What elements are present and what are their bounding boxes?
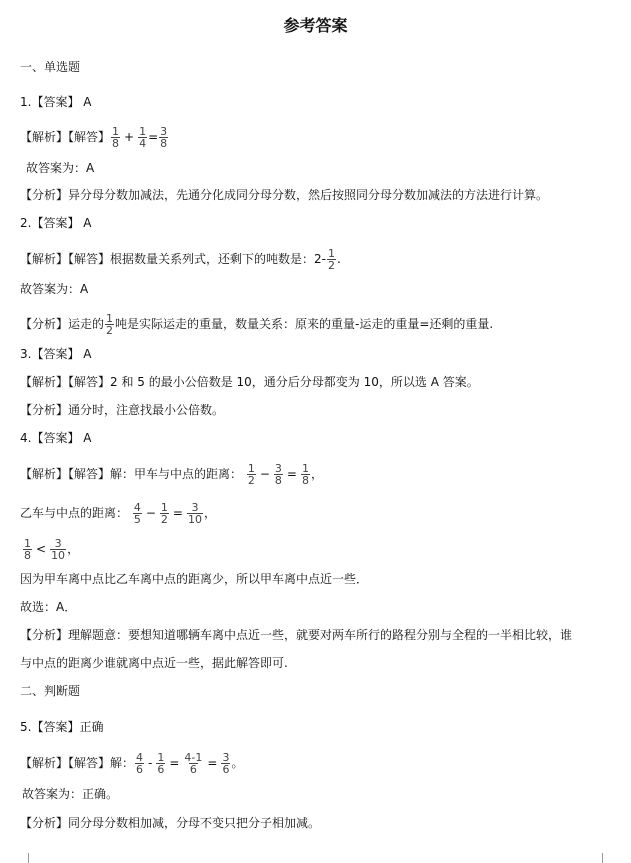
q5-fraction-4: $\frac{3}{6}$ xyxy=(222,751,230,776)
q1-fenxi: 【分析】异分母分数加减法，先通分化成同分母分数，然后按照同分母分数加减法的方法进行计算。 xyxy=(20,188,549,202)
q4-fraction-c1: $\frac{1}{8}$ xyxy=(24,537,31,562)
q5-fraction-1: $\frac{4}{6}$ xyxy=(136,751,144,776)
q4-conclusion: 故选：A． xyxy=(20,600,77,614)
q1-answer: 1.【答案】 A xyxy=(20,95,92,109)
page-corner-mark-left xyxy=(18,853,29,863)
q3-answer: 3.【答案】 A xyxy=(20,347,92,361)
q2-fraction: $\frac{1}{2}$ xyxy=(327,247,335,272)
q2-fenxi: 【分析】运走的 $\frac{1}{2}$ 吨是实际运走的重量，数量关系：原来的重量-运走的重量=还剩的重量. xyxy=(20,312,494,337)
q4-fraction-a1: $\frac{1}{2}$ xyxy=(247,462,255,487)
q3-analysis: 【解析】【解答】2 和 5 的最小公倍数是 10，通分后分母都变为 10，所以选 A 答案。 xyxy=(20,375,479,389)
q4-fenxi-line2: 与中点的距离少谁就离中点近一些，据此解答即可. xyxy=(20,656,288,670)
q4-analysis-line1: 【解析】【解答】解：甲车与中点的距离： $\frac{1}{2}$ − $\frac{3}{8}$ = $\frac{1}{8}$ ， xyxy=(20,462,323,487)
q4-analysis-line2: 乙车与中点的距离： $\frac{4}{5}$ − $\frac{1}{2}$ = $\frac{3}{10}$ ， xyxy=(20,501,216,526)
page-title: 参考答案 xyxy=(283,16,348,35)
q4-answer: 4.【答案】 A xyxy=(20,431,92,445)
q2-analysis: 【解析】【解答】根据数量关系列式，还剩下的吨数是：2- $\frac{1}{2}$ . xyxy=(20,247,341,272)
section-heading-true-false: 二、判断题 xyxy=(20,684,81,698)
q4-fraction-b3: $\frac{3}{10}$ xyxy=(187,501,202,526)
q1-analysis-prefix: 【解析】【解答】 xyxy=(20,130,111,144)
q4-fraction-c2: $\frac{3}{10}$ xyxy=(51,537,66,562)
q4-fenxi-line1: 【分析】理解题意：要想知道哪辆车离中点近一些，就要对两车所行的路程分别与全程的一半相比较，谁 xyxy=(20,628,573,642)
page-corner-mark-right xyxy=(602,853,613,863)
q1-fraction-2: $\frac{1}{4}$ xyxy=(139,125,147,150)
q1-fraction-3: $\frac{3}{8}$ xyxy=(160,125,168,150)
q5-fraction-3: $\frac{4-1}{6}$ xyxy=(184,751,203,776)
section-heading-single-choice: 一、单选题 xyxy=(20,60,81,74)
q5-conclusion: 故答案为：正确。 xyxy=(22,787,119,801)
q4-fraction-a2: $\frac{3}{8}$ xyxy=(274,462,282,487)
q5-answer: 5.【答案】正确 xyxy=(20,720,104,734)
q4-because: 因为甲车离中点比乙车离中点的距离少，所以甲车离中点近一些． xyxy=(20,572,369,586)
q4-comparison: $\frac{1}{8}$ < $\frac{3}{10}$ ， xyxy=(24,537,80,562)
q4-fraction-b1: $\frac{4}{5}$ xyxy=(133,501,141,526)
q1-conclusion: 故答案为：A xyxy=(26,161,95,175)
q5-fraction-2: $\frac{1}{6}$ xyxy=(157,751,165,776)
q1-fraction-1: $\frac{1}{8}$ xyxy=(112,125,120,150)
q3-fenxi: 【分析】通分时，注意找最小公倍数。 xyxy=(20,403,225,417)
q4-fraction-a3: $\frac{1}{8}$ xyxy=(301,462,309,487)
q4-fraction-b2: $\frac{1}{2}$ xyxy=(160,501,168,526)
q2-conclusion: 故答案为：A xyxy=(20,282,89,296)
q1-analysis: 【解析】【解答】 $\frac{1}{8}$ + $\frac{1}{4}$ = $\frac{3}{8}$ xyxy=(20,125,168,150)
q2-answer: 2.【答案】 A xyxy=(20,216,92,230)
q2-fenxi-fraction: $\frac{1}{2}$ xyxy=(106,312,114,337)
q5-fenxi: 【分析】同分母分数相加减，分母不变只把分子相加减。 xyxy=(20,816,321,830)
q5-analysis: 【解析】【解答】解： $\frac{4}{6}$ - $\frac{1}{6}$ = $\frac{4-1}{6}$ = $\frac{3}{6}$ 。 xyxy=(20,751,244,776)
